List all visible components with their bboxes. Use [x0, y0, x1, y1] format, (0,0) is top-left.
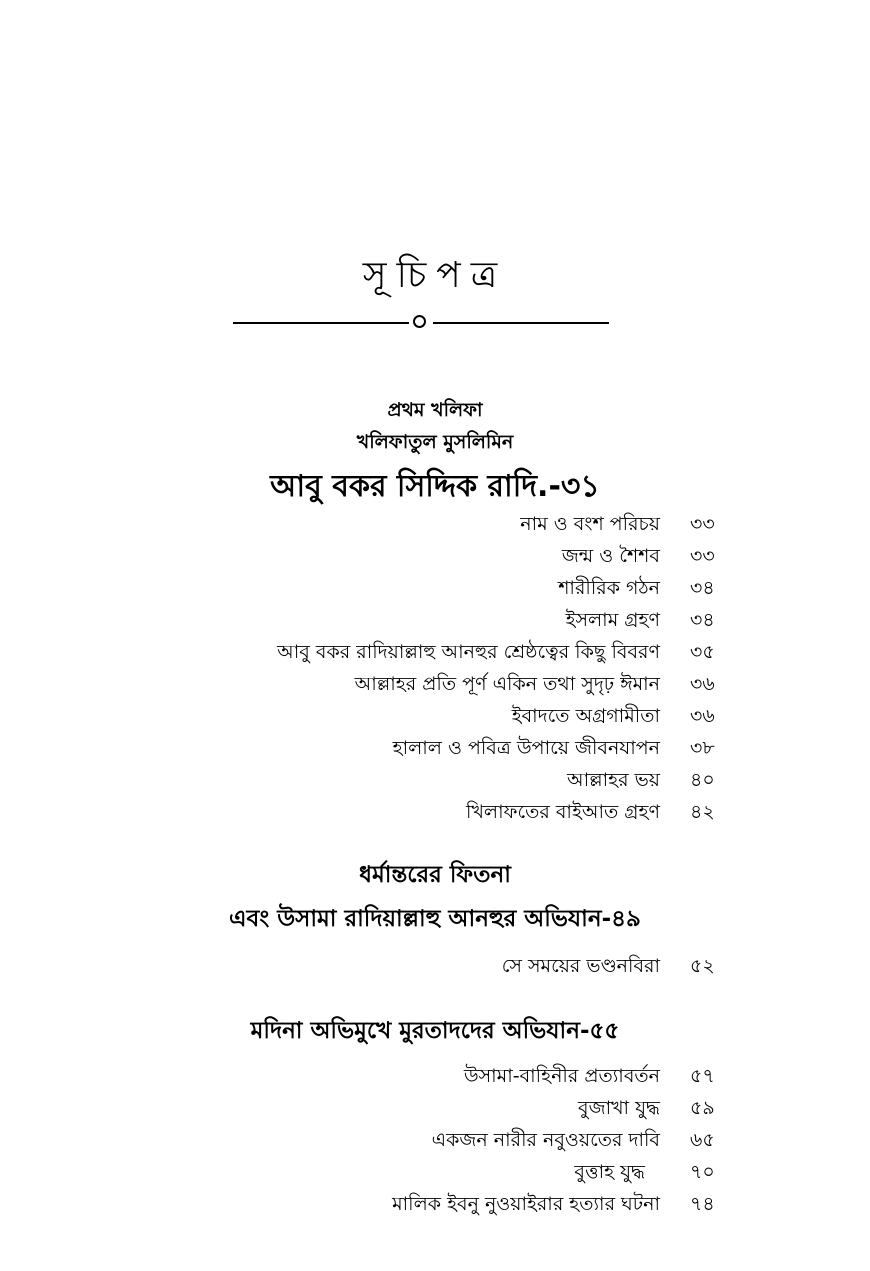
toc-entry-title: আল্লাহর প্রতি পূর্ণ একিন তথা সুদৃঢ় ঈমান: [354, 673, 660, 695]
toc-entry[interactable]: [0, 798, 870, 826]
toc-entry[interactable]: [0, 734, 870, 762]
toc-entry-title: খিলাফতের বাইআত গ্রহণ: [466, 801, 660, 823]
section-2-heading-line-2: এবং উসামা রাদিয়াল্লাহু আনহুর অভিযান-৪৯: [229, 906, 641, 932]
toc-entry-title: ইসলাম গ্রহণ: [565, 609, 660, 631]
toc-entry[interactable]: [0, 670, 870, 698]
toc-entry[interactable]: [0, 606, 870, 634]
toc-entry-title: ইবাদতে অগ্রগামীতা: [511, 705, 660, 727]
toc-entry[interactable]: [0, 1062, 870, 1090]
toc-entry-page: ৩৫: [690, 641, 715, 663]
toc-entry-page: ৬৫: [690, 1129, 715, 1151]
page-title: সূচিপত্র: [362, 255, 508, 296]
toc-entry-page: ৩৬: [690, 673, 715, 695]
toc-entry-page: ৩৮: [690, 737, 715, 759]
toc-entry[interactable]: [0, 574, 870, 602]
circle-ornament-icon: [413, 315, 426, 328]
toc-entry-page: ৪০: [690, 769, 715, 791]
toc-entry-page: ৪২: [690, 801, 715, 823]
toc-entry-title: আবু বকর রাদিয়াল্লাহু আনহুর শ্রেষ্ঠত্বের কিছু বিবরণ: [277, 641, 660, 663]
toc-entry-title: শারীরিক গঠন: [558, 577, 660, 599]
toc-entry-page: ৭০: [690, 1161, 715, 1183]
toc-entry-title: সে সময়ের ভণ্ডনবিরা: [501, 955, 660, 977]
toc-entry[interactable]: [0, 1094, 870, 1122]
toc-entry-title: বুত্তাহ যুদ্ধ: [574, 1161, 645, 1183]
toc-entry-page: ৩৩: [690, 545, 715, 567]
toc-entry-page: ৫৯: [690, 1097, 715, 1119]
toc-entry-title: হালাল ও পবিত্র উপায়ে জীবনযাপন: [392, 737, 660, 759]
toc-entry[interactable]: [0, 1126, 870, 1154]
toc-entry[interactable]: [0, 638, 870, 666]
toc-entry-page: ৩৪: [690, 577, 715, 599]
section-1-heading-line-1: প্রথম খলিফা: [387, 399, 483, 421]
toc-entry-page: ৩৪: [690, 609, 715, 631]
toc-entry-page: ৩৬: [690, 705, 715, 727]
divider-line-right: [433, 322, 609, 324]
divider-line-left: [233, 322, 409, 324]
toc-entry[interactable]: [0, 952, 870, 980]
section-3-heading: মদিনা অভিমুখে মুরতাদদের অভিযান-৫৫: [250, 1018, 620, 1044]
toc-entry[interactable]: [0, 1158, 870, 1186]
toc-entry[interactable]: [0, 510, 870, 538]
ornamental-divider: [233, 314, 609, 332]
section-1-heading-line-2: খলিফাতুল মুসলিমিন: [356, 431, 514, 453]
toc-entry-title: মালিক ইবনু নুওয়াইরার হত্যার ঘটনা: [392, 1193, 660, 1215]
section-2-heading-line-1: ধর্মান্তরের ফিতনা: [359, 862, 511, 888]
toc-entry-title: নাম ও বংশ পরিচয়: [520, 513, 660, 535]
toc-entry-page: ৩৩: [690, 513, 715, 535]
toc-entry[interactable]: [0, 542, 870, 570]
toc-entry[interactable]: [0, 702, 870, 730]
toc-entry-title: আল্লাহর ভয়: [566, 769, 660, 791]
toc-entry-title: একজন নারীর নবুওয়তের দাবি: [431, 1129, 660, 1151]
toc-entry-page: ৫৭: [690, 1065, 715, 1087]
toc-entry-title: উসামা-বাহিনীর প্রত্যাবর্তন: [463, 1065, 660, 1087]
toc-entry[interactable]: [0, 766, 870, 794]
toc-entry[interactable]: [0, 1190, 870, 1218]
toc-entry-title: বুজাখা যুদ্ধ: [578, 1097, 660, 1119]
section-1-heading-main: আবু বকর সিদ্দিক রাদি.-৩১: [270, 469, 600, 504]
toc-entry-page: ৫২: [690, 955, 715, 977]
toc-entry-page: ৭৪: [690, 1193, 715, 1215]
toc-entry-title: জন্ম ও শৈশব: [561, 545, 660, 567]
